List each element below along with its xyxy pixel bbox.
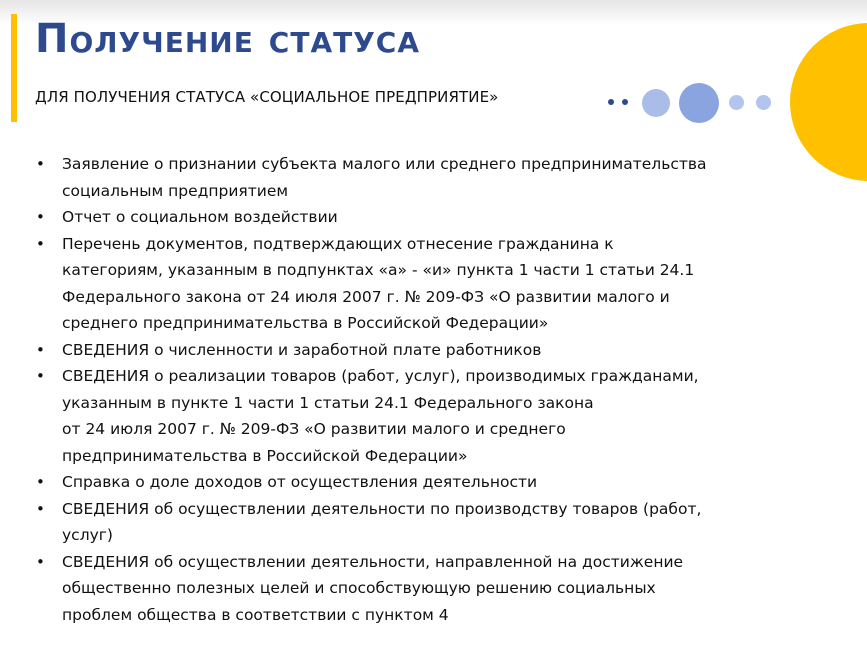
bullet-icon: •	[36, 552, 45, 571]
list-item-text: Заявление о признании субъекта малого или среднего предпринимательства	[62, 155, 707, 173]
list-item-text: Отчет о социальном воздействии	[62, 208, 338, 226]
list-item	[36, 231, 826, 337]
list-item-text: от 24 июля 2007 г. № 209-ФЗ «О развитии малого и среднего	[62, 420, 566, 438]
list-item-text: СВЕДЕНИЯ о численности и заработной плате работников	[62, 340, 542, 359]
list-item-text: предпринимательства в Российской Федерации»	[62, 446, 468, 465]
list-item-text: Справка о доле доходов от осуществления деятельности	[62, 473, 538, 491]
list-item	[36, 363, 826, 469]
list-item-text: социальным предприятием	[62, 181, 289, 200]
list-item-text: СВЕДЕНИЯ об осуществлении деятельности по производству товаров (работ,	[62, 499, 702, 518]
document-list	[36, 151, 826, 628]
list-item	[36, 496, 826, 549]
list-item-text: Федерального закона от 24 июля 2007 г. № 209-ФЗ «О развитии малого и	[62, 287, 670, 306]
title-accent-bar	[11, 14, 17, 122]
list-item	[36, 469, 826, 496]
bullet-icon: •	[36, 340, 45, 359]
slide-title: Получение статуса	[35, 16, 421, 62]
decorative-dot	[622, 99, 628, 105]
bullet-icon: •	[36, 499, 45, 518]
bullet-icon: •	[36, 473, 45, 491]
list-item-text: СВЕДЕНИЯ о реализации товаров (работ, услуг), производимых гражданами,	[62, 367, 699, 385]
list-item	[36, 337, 826, 364]
list-item-text: Перечень документов, подтверждающих отнесение гражданина к	[62, 234, 614, 253]
decorative-dot	[729, 95, 744, 110]
list-item	[36, 549, 826, 629]
list-item-text: категориям, указанным в подпунктах «а» - «и» пункта 1 части 1 статьи 24.1	[62, 261, 695, 279]
bullet-icon: •	[36, 367, 45, 385]
list-item	[36, 204, 826, 231]
list-item-text: общественно полезных целей и способствующую решению социальных	[62, 579, 656, 597]
list-item	[36, 151, 826, 204]
slide-subtitle: ДЛЯ ПОЛУЧЕНИЯ СТАТУСА «СОЦИАЛЬНОЕ ПРЕДПРИЯТИЕ»	[35, 88, 499, 106]
list-item-text: указанным в пункте 1 части 1 статьи 24.1 Федерального закона	[62, 393, 594, 412]
list-item-text: услуг)	[62, 526, 113, 544]
bullet-icon: •	[36, 208, 45, 226]
list-item-text: СВЕДЕНИЯ об осуществлении деятельности, направленной на достижение	[62, 552, 684, 571]
decorative-dot	[679, 83, 719, 123]
bullet-icon: •	[36, 234, 45, 253]
decorative-dot	[642, 89, 670, 117]
list-item-text: среднего предпринимательства в Российской Федерации»	[62, 314, 549, 332]
list-item-text: проблем общества в соответствии с пунктом 4	[62, 605, 449, 624]
bullet-icon: •	[36, 155, 45, 173]
decorative-dot	[608, 99, 614, 105]
decorative-dot	[756, 95, 771, 110]
